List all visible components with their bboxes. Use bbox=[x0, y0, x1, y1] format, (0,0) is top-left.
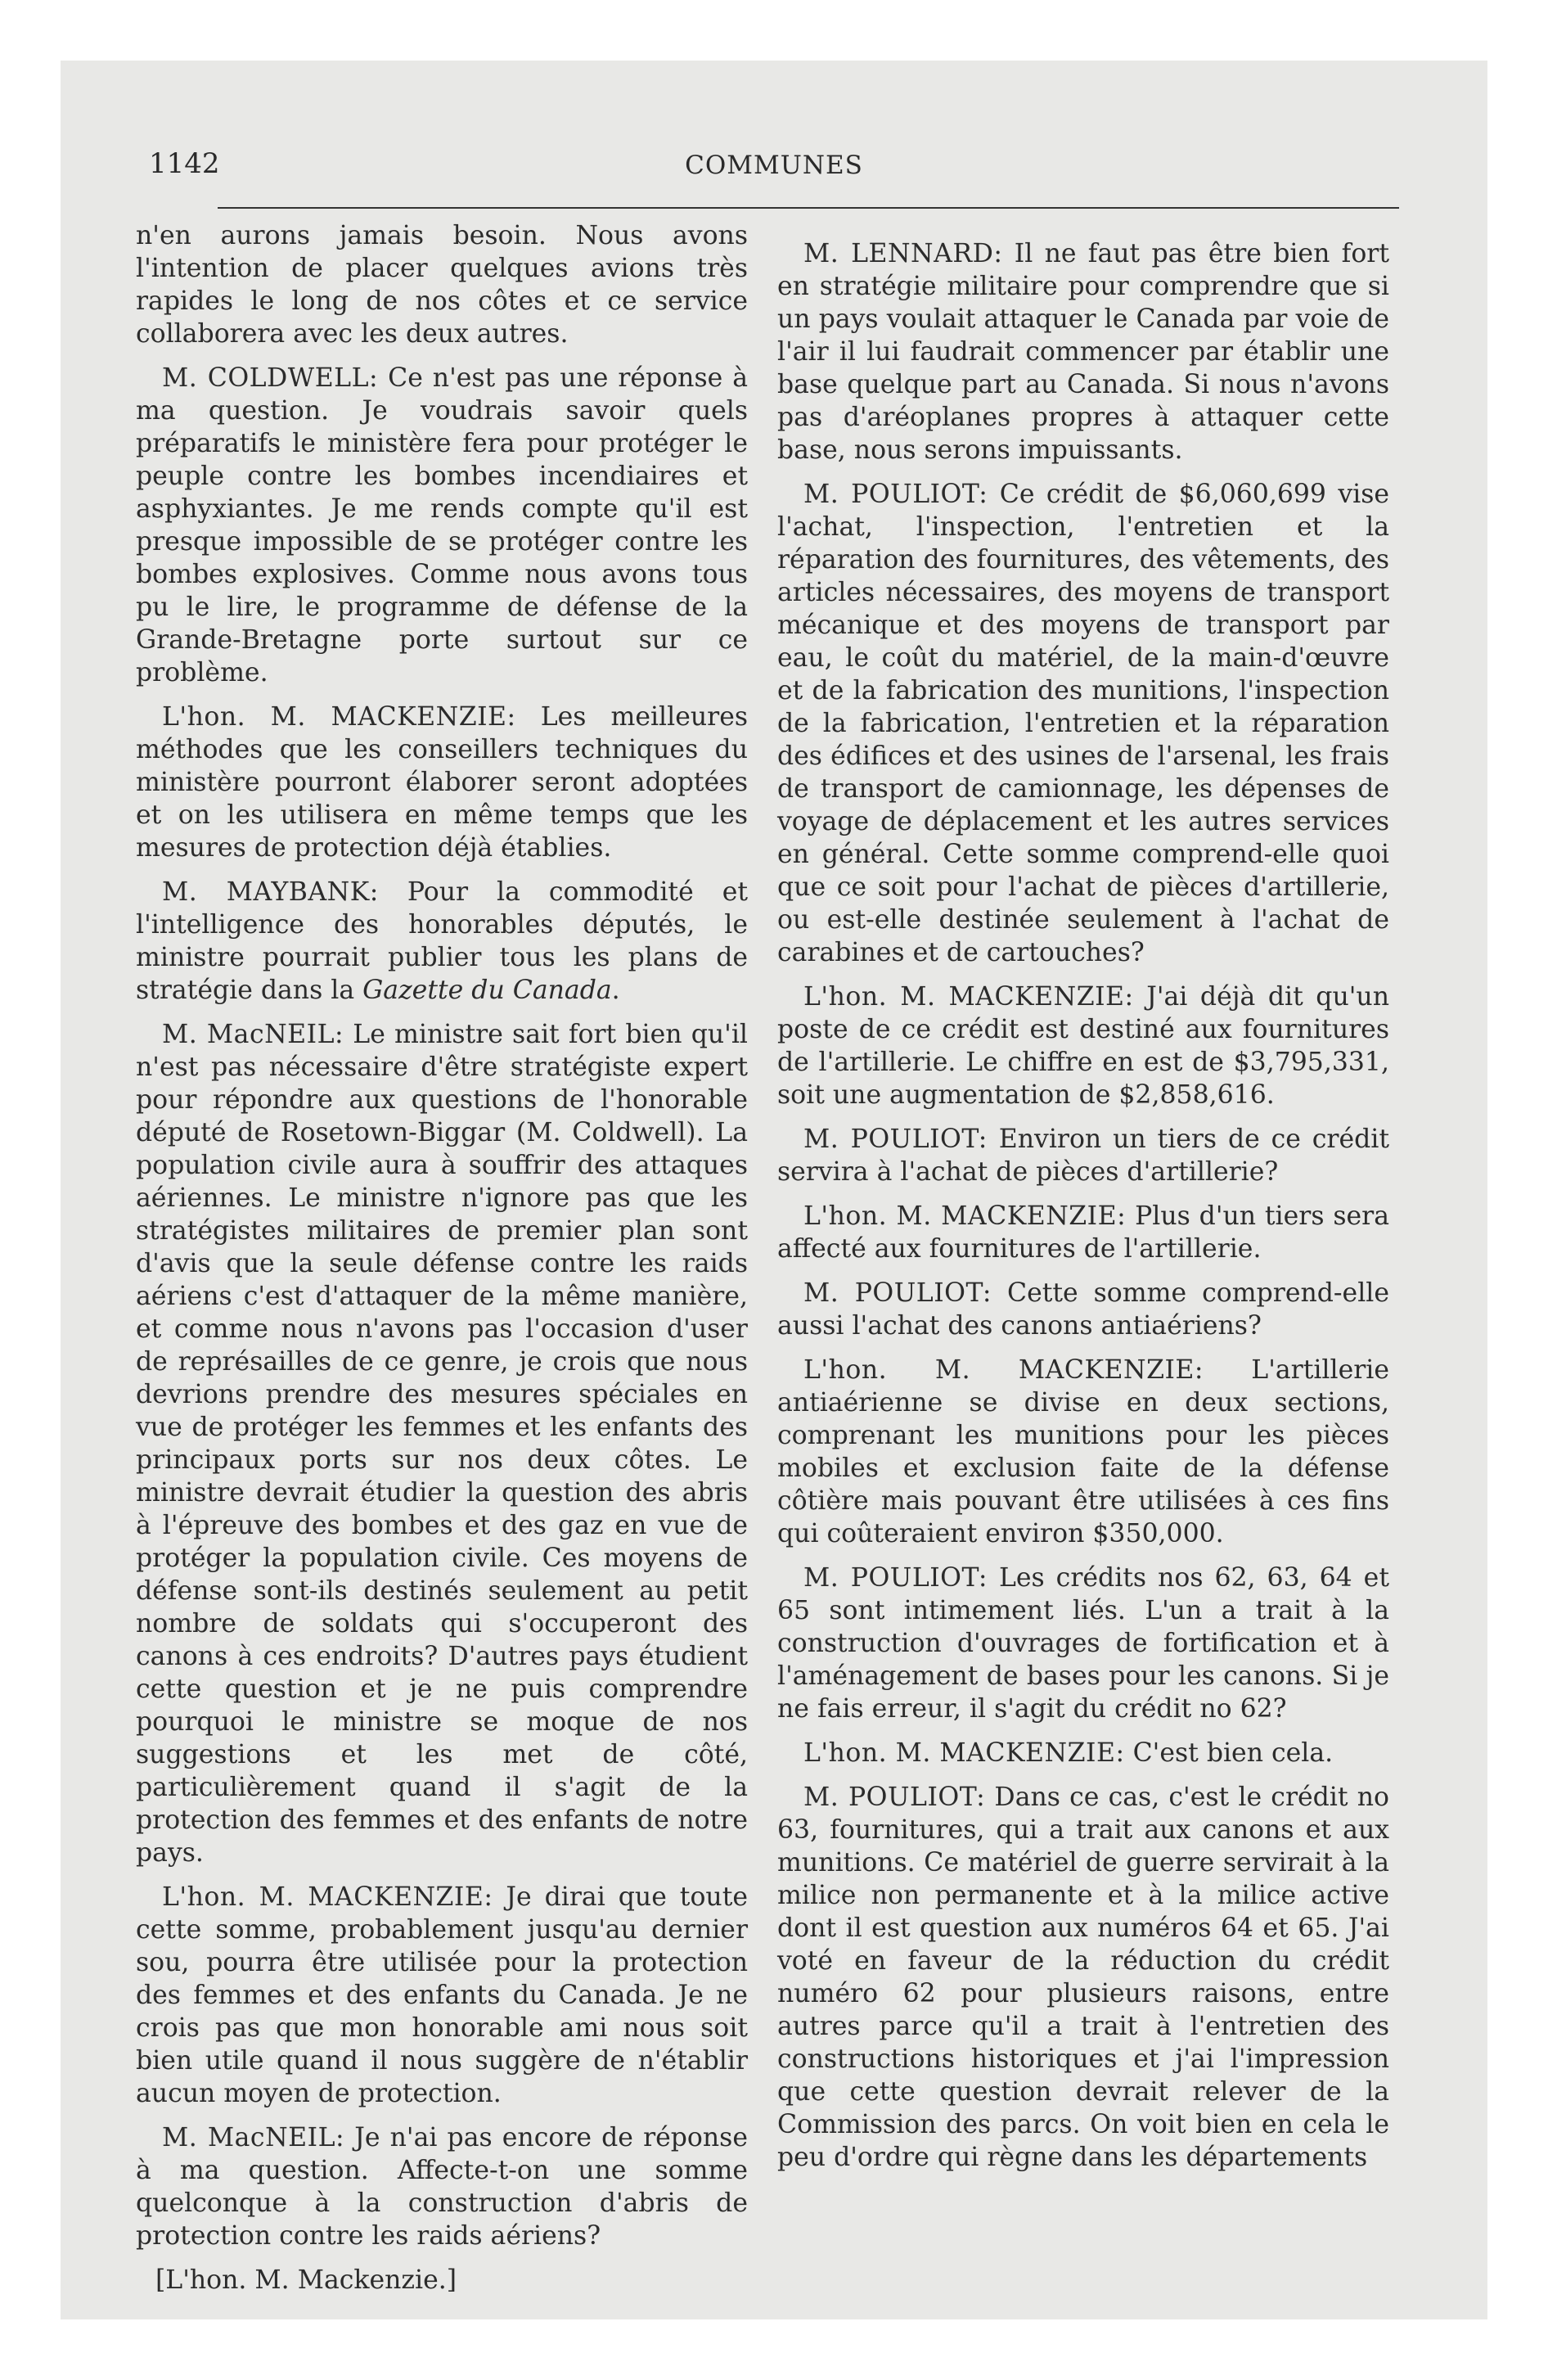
paragraph bbox=[777, 1277, 1389, 1342]
paragraph-text: Cette somme comprend-elle aussi l'achat des canons antiaériens? bbox=[777, 1278, 1389, 1341]
paragraph bbox=[777, 1354, 1389, 1550]
paragraph-text: . bbox=[611, 976, 620, 1005]
speaker-name: L'hon. M. MACKENZIE: bbox=[803, 982, 1134, 1012]
speaker-name: M. POULIOT: bbox=[803, 1125, 988, 1154]
paragraph-text: Ce crédit de $6,060,699 vise l'achat, l'inspection, l'entretien et la réparation des fournitures, des vêtements, des articles nécessaires, des moyens de transport mécanique et des moyens de transport par eau, le coût du matériel, de la main-d'œuvre et de la fabrication des munitions, l'inspection de la fabrication, l'entretien et la réparation des édifices et des usines de l'arsenal, les frais de transport de camionnage, les dépenses de voyage de déplacement et les autres services en général. Cette somme comprend-elle quoi que ce soit pour l'achat de pièces d'artillerie, ou est-elle destinée seulement à l'achat de carabines et de cartouches? bbox=[777, 480, 1389, 967]
paragraph bbox=[136, 701, 748, 864]
paragraph bbox=[777, 1200, 1389, 1265]
speaker-name: L'hon. M. MACKENZIE: bbox=[803, 1738, 1125, 1768]
speaker-name: M. POULIOT: bbox=[803, 480, 988, 509]
speaker-name: L'hon. M. MACKENZIE: bbox=[162, 702, 516, 732]
paragraph-text: Le ministre sait fort bien qu'il n'est pas nécessaire d'être stratégiste expert pour répondre aux questions de l'honorable député de Rosetown-Biggar (M. Coldwell). La population civile aura à souffrir des attaques aériennes. Le ministre n'ignore pas que les stratégistes militaires de premier plan sont d'avis que la seule défense contre les raids aériens c'est d'attaquer de la même manière, et comme nous n'avons pas l'occasion d'user de représailles de ce genre, je crois que nous devrions prendre des mesures spéciales en vue de protéger les femmes et les enfants des principaux ports sur nos deux côtes. Le ministre devrait étudier la question des abris à l'épreuve des bombes et des gaz en vue de protéger la population civile. Ces moyens de défense sont-ils destinés seulement au petit nombre de soldats qui s'occuperont des canons à ces endroits? D'autres pays étudient cette question et je ne puis comprendre pourquoi le ministre se moque de nos suggestions et les met de côté, particulièrement quand il s'agit de la protection des femmes et des enfants de notre pays. bbox=[136, 1020, 748, 1868]
paragraph bbox=[136, 876, 748, 1007]
paragraph bbox=[136, 2121, 748, 2252]
paragraph-text: Ce n'est pas une réponse à ma question. Je voudrais savoir quels préparatifs le ministère fera pour protéger le peuple contre les bombes incendiaires et asphyxiantes. Je me rends compte qu'il est presque impossible de se protéger contre les bombes explosives. Comme nous avons tous pu le lire, le programme de défense de la Grande-Bretagne porte surtout sur ce problème. bbox=[136, 363, 749, 687]
paragraph-text: C'est bien cela. bbox=[1124, 1738, 1334, 1768]
paragraph-text: Les crédits nos 62, 63, 64 et 65 sont intimement liés. L'un a trait à la construction d'ouvrages de fortification et à l'aménagement de bases pour les canons. Si je ne fais erreur, il s'agit du crédit no 62? bbox=[777, 1563, 1389, 1724]
speaker-name: M. MacNEIL: bbox=[162, 1020, 344, 1049]
paragraph-text: Je n'ai pas encore de réponse à ma question. Affecte-t-on une somme quelconque à la construction d'abris de protection contre les raids aériens? bbox=[136, 2123, 748, 2251]
paragraph-text: Plus d'un tiers sera affecté aux fournitures de l'artillerie. bbox=[777, 1201, 1389, 1264]
paragraph bbox=[777, 1123, 1389, 1188]
paragraph-text: Les meilleures méthodes que les conseillers techniques du ministère pourront élaborer seront adoptées et on les utilisera en même temps que les mesures de protection déjà établies. bbox=[136, 702, 748, 863]
publication-title: Gazette du Canada bbox=[362, 976, 612, 1005]
paragraph bbox=[777, 237, 1389, 467]
paragraph-text: L'artillerie antiaérienne se divise en deux sections, comprenant les munitions pour les pièces mobiles et exclusion faite de la défense côtière mais pouvant être utilisées à ces fins qui coûteraient environ $350,000. bbox=[777, 1355, 1389, 1548]
paragraph bbox=[136, 1018, 748, 1869]
page-number: 1142 bbox=[149, 147, 220, 180]
paragraph-text: Dans ce cas, c'est le crédit no 63, fournitures, qui a trait aux canons et aux munitions. Ce matériel de guerre servirait à la milice non permanente et à la milice active dont il est question aux numéros 64 et 65. J'ai voté en faveur de la réduction du crédit numéro 62 pour plusieurs raisons, entre autres parce qu'il a trait à l'entretien des constructions historiques et j'ai l'impression que cette question devrait relever de la Commission des parcs. On voit bien en cela le peu d'ordre qui règne dans les départements bbox=[777, 1783, 1389, 2172]
paragraph: n'en aurons jamais besoin. Nous avons l'intention de placer quelques avions très rapides le long de nos côtes et ce service collaborera avec les deux autres. bbox=[136, 221, 748, 349]
speaker-name: M. MacNEIL: bbox=[162, 2123, 345, 2152]
speaker-name: M. POULIOT: bbox=[803, 1563, 988, 1593]
paragraph-text: Il ne faut pas être bien fort en stratégie militaire pour comprendre que si un pays voulait attaquer le Canada par voie de l'air il lui faudrait commencer par établir une base quelque part au Canada. Si nous n'avons pas d'aréoplanes propres à attaquer cette base, nous serons impuissants. bbox=[777, 239, 1390, 465]
header-rule bbox=[218, 207, 1399, 209]
page-footer-signature: [L'hon. M. Mackenzie.] bbox=[155, 2265, 457, 2295]
running-head-title: COMMUNES bbox=[685, 151, 863, 180]
speaker-name: L'hon. M. MACKENZIE: bbox=[803, 1355, 1204, 1385]
paragraph bbox=[777, 1562, 1389, 1725]
speaker-name: M. COLDWELL: bbox=[162, 363, 379, 393]
paragraph-text: Environ un tiers de ce crédit servira à l'achat de pièces d'artillerie? bbox=[777, 1125, 1389, 1187]
speaker-name: M. MAYBANK: bbox=[162, 877, 379, 907]
speaker-name: M. POULIOT: bbox=[803, 1783, 986, 1812]
paragraph-text: J'ai déjà dit qu'un poste de ce crédit est destiné aux fournitures de l'artillerie. Le chiffre en est de $3,795,331, soit une augmentation de $2,858,616. bbox=[777, 982, 1389, 1110]
left-column bbox=[136, 219, 748, 2308]
paragraph bbox=[777, 980, 1389, 1111]
paragraph bbox=[136, 1881, 748, 2110]
paragraph bbox=[136, 362, 748, 689]
paragraph bbox=[777, 478, 1389, 969]
speaker-name: M. POULIOT: bbox=[803, 1278, 992, 1308]
paragraph bbox=[777, 1737, 1389, 1769]
paragraph-text: Pour la commodité et l'intelligence des honorables députés, le ministre pourrait publier tous les plans de stratégie dans la bbox=[136, 877, 748, 1005]
right-column bbox=[777, 237, 1389, 2185]
speaker-name: L'hon. M. MACKENZIE: bbox=[803, 1201, 1127, 1231]
speaker-name: L'hon. M. MACKENZIE: bbox=[162, 1882, 493, 1912]
paragraph-text: Je dirai que toute cette somme, probablement jusqu'au dernier sou, pourra être utilisée pour la protection des femmes et des enfants du Canada. Je ne crois pas que mon honorable ami nous soit bien utile quand il nous suggère de n'établir aucun moyen de protection. bbox=[136, 1882, 748, 2108]
paragraph bbox=[777, 1781, 1389, 2174]
speaker-name: M. LENNARD: bbox=[803, 239, 1003, 268]
